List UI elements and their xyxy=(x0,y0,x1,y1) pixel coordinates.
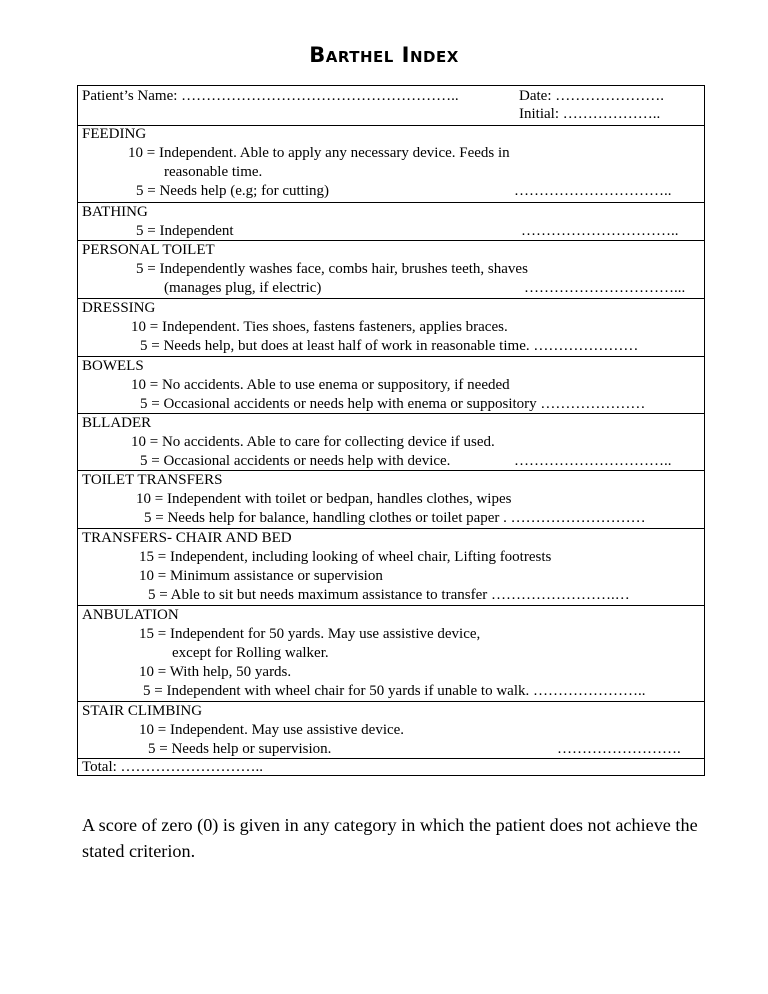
score-entry-field[interactable]: ………………………….. xyxy=(521,223,679,239)
section-stair-climbing xyxy=(78,702,704,759)
score-option: 5 = Needs help for balance, handling clothes or toilet paper . ……………………… xyxy=(144,510,646,526)
patient-header xyxy=(78,86,704,126)
score-option: 5 = Independent with wheel chair for 50 yards if unable to walk. ………………….. xyxy=(143,683,646,699)
score-option: 15 = Independent for 50 yards. May use assistive device, xyxy=(139,626,481,642)
score-entry-field[interactable]: ………………………….. xyxy=(514,183,672,199)
section-feeding xyxy=(78,125,704,203)
score-option: 10 = With help, 50 yards. xyxy=(139,664,292,680)
section-heading: FEEDING xyxy=(82,126,147,142)
score-option: 15 = Independent, including looking of wheel chair, Lifting footrests xyxy=(139,549,552,565)
score-option: 5 = Needs help, but does at least half of work in reasonable time. ………………… xyxy=(140,338,639,354)
score-option: 5 = Needs help or supervision. xyxy=(148,741,332,757)
section-dressing xyxy=(78,299,704,357)
patient-name-field[interactable]: Patient’s Name: ……………………………………………….. xyxy=(82,88,459,104)
section-heading: STAIR CLIMBING xyxy=(82,703,203,719)
score-option: 10 = Independent. May use assistive device. xyxy=(139,722,405,738)
score-option-cont: except for Rolling walker. xyxy=(172,645,329,661)
score-option-cont: (manages plug, if electric) xyxy=(164,280,322,296)
score-option: 5 = Independent xyxy=(136,223,234,239)
score-entry-field[interactable]: ………………………….. xyxy=(514,453,672,469)
section-bladder xyxy=(78,414,704,471)
score-option: 10 = No accidents. Able to care for collecting device if used. xyxy=(131,434,495,450)
section-bathing xyxy=(78,203,704,241)
section-toilet-transfers xyxy=(78,471,704,529)
score-option: 5 = Occasional accidents or needs help with enema or suppository ………………… xyxy=(140,396,646,412)
date-field[interactable]: Date: …………………. xyxy=(519,88,664,104)
section-heading: BLLADER xyxy=(82,415,152,431)
section-heading: ANBULATION xyxy=(82,607,179,623)
section-heading: BATHING xyxy=(82,204,148,220)
score-option: 10 = Independent. Able to apply any necessary device. Feeds in xyxy=(128,145,510,161)
score-entry-field[interactable]: ……………………. xyxy=(557,741,681,757)
score-option: 10 = Minimum assistance or supervision xyxy=(139,568,383,584)
section-bowels xyxy=(78,357,704,414)
scoring-note: A score of zero (0) is given in any category in which the patient does not achieve the stated criterion. xyxy=(82,815,698,861)
section-heading: TOILET TRANSFERS xyxy=(82,472,223,488)
score-option: 10 = No accidents. Able to use enema or suppository, if needed xyxy=(131,377,510,393)
section-heading: PERSONAL TOILET xyxy=(82,242,215,258)
initial-field[interactable]: Initial: ……………….. xyxy=(519,106,661,122)
section-personal-toilet xyxy=(78,241,704,299)
section-heading: DRESSING xyxy=(82,300,156,316)
form-title: Barthel Index xyxy=(309,43,459,67)
section-transfers-chair-bed xyxy=(78,529,704,606)
section-heading: BOWELS xyxy=(82,358,144,374)
score-option: 5 = Occasional accidents or needs help with device. xyxy=(140,453,451,469)
score-option: 5 = Independently washes face, combs hair, brushes teeth, shaves xyxy=(136,261,528,277)
section-heading: TRANSFERS- CHAIR AND BED xyxy=(82,530,292,546)
score-option: 10 = Independent. Ties shoes, fastens fasteners, applies braces. xyxy=(131,319,508,335)
score-option-cont: reasonable time. xyxy=(164,164,263,180)
score-entry-field[interactable]: …………………………... xyxy=(524,280,686,296)
section-ambulation xyxy=(78,606,704,702)
barthel-form xyxy=(77,85,705,776)
score-option: 5 = Able to sit but needs maximum assistance to transfer …………………….… xyxy=(148,587,630,603)
total-field[interactable]: Total: ……………………….. xyxy=(82,759,264,775)
score-option: 10 = Independent with toilet or bedpan, handles clothes, wipes xyxy=(136,491,512,507)
score-option: 5 = Needs help (e.g; for cutting) xyxy=(136,183,329,199)
